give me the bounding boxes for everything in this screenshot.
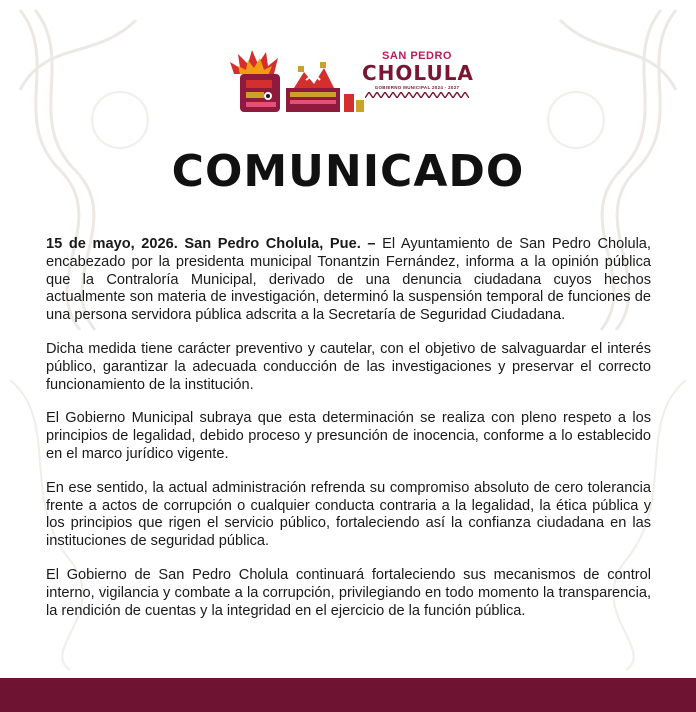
- brand-main-text: CHOLULA: [362, 61, 474, 85]
- page-title: COMUNICADO: [171, 146, 525, 197]
- brand-wordmark: [362, 50, 472, 98]
- paragraph-2: Dicha medida tiene carácter preventivo y cautelar, con el objetivo de salvaguardar el interés público, garantizar la adecuada conducción de las investigaciones y preservar el correcto funcionamiento de la institución.: [46, 340, 651, 393]
- cholula-glyph-icon: [228, 44, 368, 120]
- paragraph-1-text: El Ayuntamiento de San Pedro Cholula, encabezado por la presidenta municipal Tonantzin Fernández, informa a la opinión pública que la Contraloría Municipal, derivado de una denuncia ciudadana cuyos hechos actualmente son materia de investigación, determinó la suspensión temporal de funciones de una persona servidora pública adscrita a la Secretaría de Seguridad Ciudadana.: [46, 236, 651, 324]
- footer-bar: [0, 678, 696, 712]
- paragraph-1: [46, 236, 651, 325]
- brand-pattern-icon: [365, 92, 469, 98]
- paragraph-4: En ese sentido, la actual administración refrenda su compromiso absoluto de cero tolerancia frente a actos de corrupción o cualquier conducta contraria a la legalidad, la ética pública y los principios que rigen el servicio público, fortaleciendo así la confianza ciudadana en las instituciones de seguridad pública.: [46, 479, 651, 550]
- brand-top-text: SAN PEDRO: [382, 50, 452, 62]
- statement-body: [46, 236, 651, 636]
- paragraph-5: El Gobierno de San Pedro Cholula continuará fortaleciendo sus mecanismos de control interno, vigilancia y combate a la corrupción, privilegiando en todo momento la transparencia, la rendición de cuentas y la integridad en el ejercicio de la función pública.: [46, 566, 651, 619]
- dateline: 15 de mayo, 2026. San Pedro Cholula, Pue. –: [46, 236, 376, 252]
- paragraph-3: El Gobierno Municipal subraya que esta determinación se realiza con pleno respeto a los principios de legalidad, debido proceso y presunción de inocencia, conforme a lo establecido en el marco jurídico vigente.: [46, 410, 651, 462]
- brand-sub-text: GOBIERNO MUNICIPAL 2024 - 2027: [374, 85, 460, 90]
